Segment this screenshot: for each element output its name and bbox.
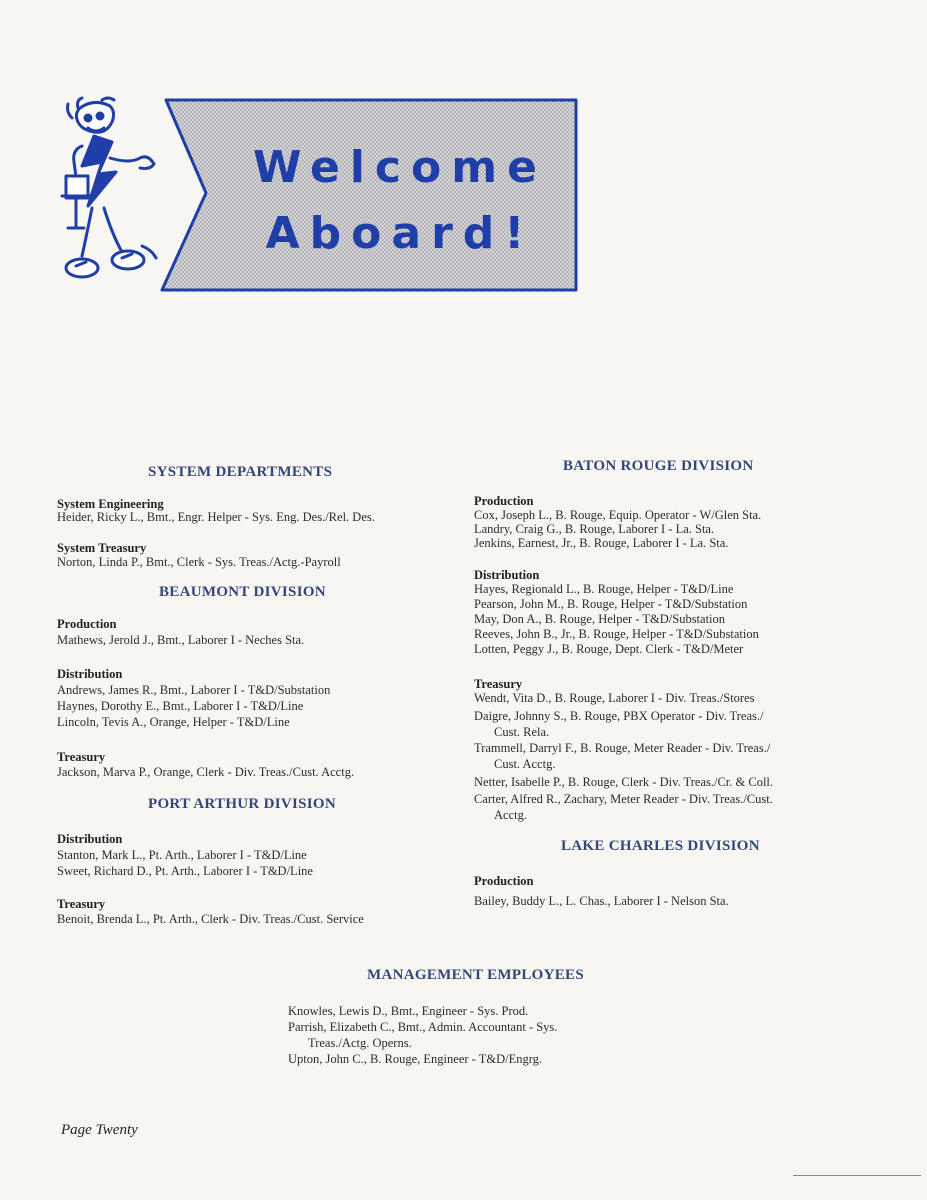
list-item: Daigre, Johnny S., B. Rouge, PBX Operator - Div. Treas./ [474,709,764,723]
welcome-banner [160,97,578,293]
list-item: Trammell, Darryl F., B. Rouge, Meter Reader - Div. Treas./ [474,741,771,755]
list-item: Benoit, Brenda L., Pt. Arth., Clerk - Div. Treas./Cust. Service [57,912,364,926]
list-item: Landry, Craig G., B. Rouge, Laborer I - La. Sta. [474,522,715,536]
lake-charles-production-title: Production [474,874,534,888]
baton-rouge-production-title: Production [474,494,534,508]
list-item: Haynes, Dorothy E., Bmt., Laborer I - T&D/Line [57,699,304,713]
beaumont-distribution-title: Distribution [57,667,123,681]
system-departments-heading: SYSTEM DEPARTMENTS [148,464,333,480]
baton-rouge-treasury-title: Treasury [474,677,523,691]
page-number: Page Twenty [61,1122,138,1138]
baton-rouge-heading: BATON ROUGE DIVISION [563,458,754,474]
banner-title-line2: Aboard! [265,208,535,259]
port-arthur-heading: PORT ARTHUR DIVISION [148,796,337,812]
list-item-continuation: Treas./Actg. Operns. [308,1036,412,1050]
list-item: Jenkins, Earnest, Jr., B. Rouge, Laborer I - La. Sta. [474,536,729,550]
list-item: Hayes, Regionald L., B. Rouge, Helper - T&D/Line [474,582,734,596]
system-engineering-title: System Engineering [57,497,164,511]
list-item: Pearson, John M., B. Rouge, Helper - T&D/Substation [474,597,748,611]
list-item: Netter, Isabelle P., B. Rouge, Clerk - Div. Treas./Cr. & Coll. [474,775,774,789]
list-item: Stanton, Mark L., Pt. Arth., Laborer I - T&D/Line [57,848,307,862]
list-item: Reeves, John B., Jr., B. Rouge, Helper - T&D/Substation [474,627,759,641]
list-item: Bailey, Buddy L., L. Chas., Laborer I - Nelson Sta. [474,894,729,908]
baton-rouge-distribution-title: Distribution [474,568,540,582]
footer-rule [793,1175,921,1176]
list-item-continuation: Acctg. [494,808,527,822]
beaumont-treasury-title: Treasury [57,750,106,764]
management-heading: MANAGEMENT EMPLOYEES [367,967,584,983]
port-arthur-treasury-title: Treasury [57,897,106,911]
beaumont-production-title: Production [57,617,117,631]
list-item-continuation: Cust. Acctg. [494,757,556,771]
system-treasury-title: System Treasury [57,541,147,555]
list-item: Andrews, James R., Bmt., Laborer I - T&D/Substation [57,683,331,697]
list-item: Jackson, Marva P., Orange, Clerk - Div. Treas./Cust. Acctg. [57,765,355,779]
list-item: Upton, John C., B. Rouge, Engineer - T&D/Engrg. [288,1052,543,1066]
list-item-continuation: Cust. Rela. [494,725,550,739]
list-item: Sweet, Richard D., Pt. Arth., Laborer I - T&D/Line [57,864,313,878]
mascot-illustration [58,96,170,292]
port-arthur-distribution-title: Distribution [57,832,123,846]
list-item: Lincoln, Tevis A., Orange, Helper - T&D/Line [57,715,290,729]
lake-charles-heading: LAKE CHARLES DIVISION [561,838,760,854]
list-item: Knowles, Lewis D., Bmt., Engineer - Sys. Prod. [288,1004,529,1018]
banner-title-line1: Welcome [253,142,547,193]
list-item: Mathews, Jerold J., Bmt., Laborer I - Neches Sta. [57,633,305,647]
list-item: Cox, Joseph L., B. Rouge, Equip. Operator - W/Glen Sta. [474,508,762,522]
list-item: Lotten, Peggy J., B. Rouge, Dept. Clerk - T&D/Meter [474,642,744,656]
list-item: Parrish, Elizabeth C., Bmt., Admin. Accountant - Sys. [288,1020,558,1034]
beaumont-heading: BEAUMONT DIVISION [159,584,326,600]
list-item: Wendt, Vita D., B. Rouge, Laborer I - Div. Treas./Stores [474,691,755,705]
list-item: May, Don A., B. Rouge, Helper - T&D/Substation [474,612,726,626]
list-item: Heider, Ricky L., Bmt., Engr. Helper - Sys. Eng. Des./Rel. Des. [57,510,375,524]
list-item: Carter, Alfred R., Zachary, Meter Reader - Div. Treas./Cust. [474,792,773,806]
list-item: Norton, Linda P., Bmt., Clerk - Sys. Treas./Actg.-Payroll [57,555,341,569]
